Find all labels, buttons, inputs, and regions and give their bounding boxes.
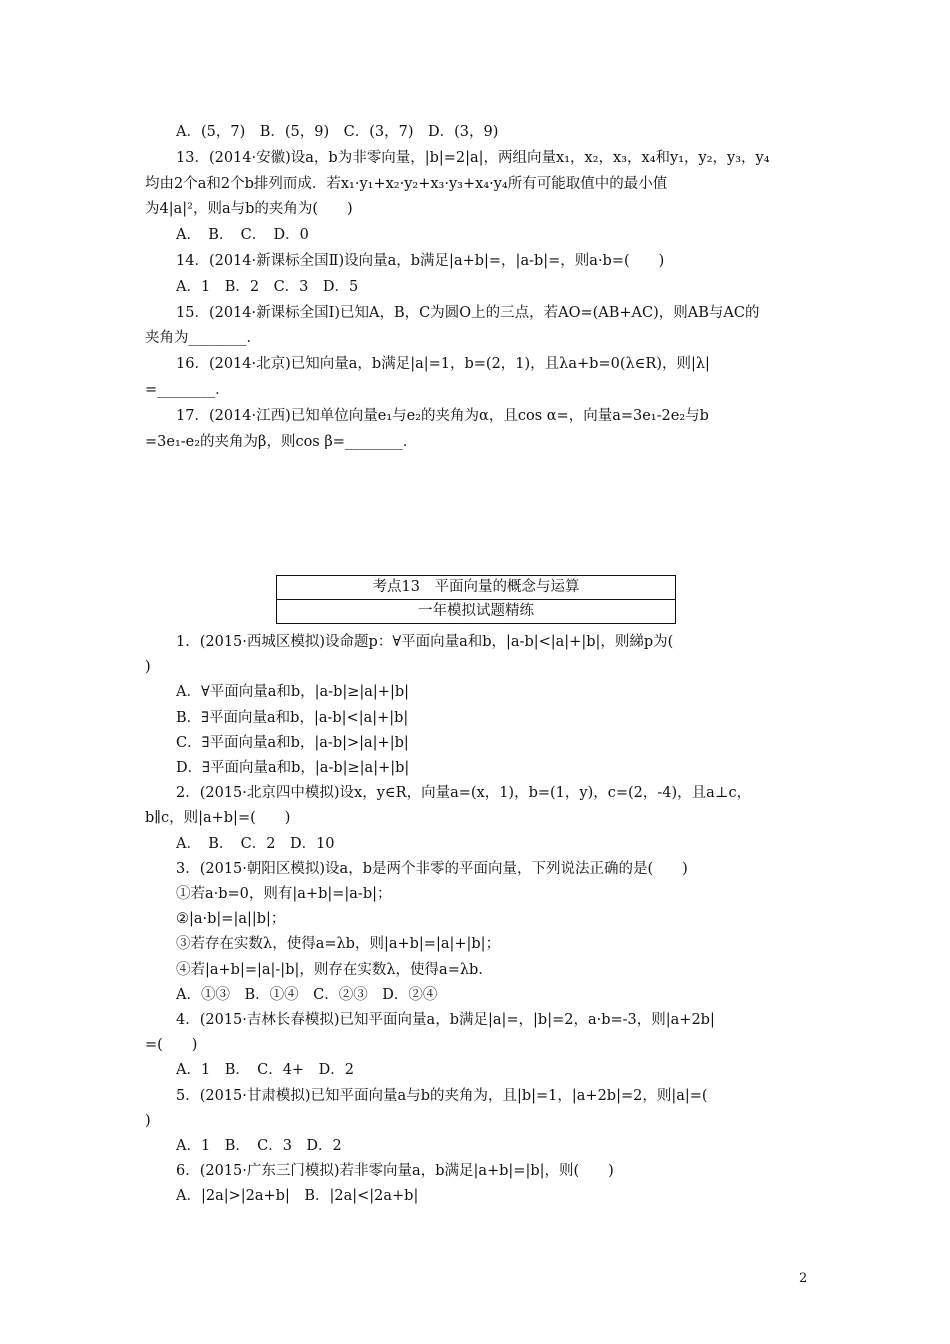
text-line: ④若|a+b|=|a|-|b|，则存在实数λ，使得a=λb． [176,961,493,978]
text-line: D．∃平面向量a和b，|a-b|≥|a|+|b| [176,760,410,776]
text-line: 3．(2015·朝阳区模拟)设a，b是两个非零的平面向量，下列说法正确的是( ) [176,860,688,877]
text-line: =( ) [145,1037,198,1054]
text-line: =3e₁-e₂的夹角为β，则cos β=________． [145,433,418,450]
section-header-box [276,575,676,624]
text-line: A． B． C． D．0 [176,227,309,244]
text-line: 17．(2014·江西)已知单位向量e₁与e₂的夹角为α，且cos α=，向量a=3e₁-2e₂与b [176,407,709,424]
text-line: A．|2a|>|2a+b| B．|2a|<|2a+b| [176,1188,419,1205]
text-line: 均由2个a和2个b排列而成．若x₁·y₁+x₂·y₂+x₃·y₃+x₄·y₄所有可能取值中的最小值 [145,175,668,192]
text-line: A． B． C．2 D．10 [176,835,335,852]
text-line: 夹角为________． [145,330,261,347]
text-line: ③若存在实数λ，使得a=λb，则|a+b|=|a|+|b|； [176,936,501,953]
text-line: =________． [145,382,230,398]
section-subtitle: 一年模拟试题精练 [277,599,675,623]
page-number: 2 [799,1271,808,1286]
text-line: 4．(2015·吉林长春模拟)已知平面向量a，b满足|a|=，|b|=2，a·b=-3，则|a+2b| [176,1012,715,1028]
text-line: 为4|a|²，则a与b的夹角为( ) [145,201,353,218]
text-line: 5．(2015·甘肃模拟)已知平面向量a与b的夹角为，且|b|=1，|a+2b|=2，则|a|=( [176,1087,708,1104]
text-line: 14．(2014·新课标全国Ⅱ)设向量a，b满足|a+b|=，|a-b|=，则a·b=( ) [176,253,665,269]
text-line: A．1 B． C．4+ D．2 [176,1062,354,1079]
text-line: C．∃平面向量a和b，|a-b|>|a|+|b| [176,734,409,751]
text-line: ②|a·b|=|a||b|； [176,911,286,928]
text-line: A．1 B． C．3 D．2 [176,1138,342,1154]
text-line: A．(5，7) B．(5，9) C．(3，7) D．(3，9) [176,124,499,140]
text-line: ) [145,1112,151,1129]
text-line: 1．(2015·西城区模拟)设命题p：∀平面向量a和b，|a-b|<|a|+|b|，则綈p为( [176,634,674,650]
text-line: b∥c，则|a+b|=( ) [145,810,291,827]
text-line: 6．(2015·广东三门模拟)若非零向量a，b满足|a+b|=|b|，则( ) [176,1163,614,1180]
text-line: B．∃平面向量a和b，|a-b|<|a|+|b| [176,709,409,726]
text-line: A．∀平面向量a和b，|a-b|≥|a|+|b| [176,684,410,701]
text-line: 13．(2014·安徽)设a，b为非零向量，|b|=2|a|，两组向量x₁，x₂，x₃，x₄和y₁，y₂，y₃，y₄ [176,149,770,166]
section-title: 考点13 平面向量的概念与运算 [372,579,580,595]
text-line: A．1 B．2 C．3 D．5 [176,278,359,295]
text-line: ) [145,659,151,676]
text-line: 2．(2015·北京四中模拟)设x，y∈R，向量a=(x，1)，b=(1，y)，c=(2，-4)，且a⊥c， [176,785,752,802]
text-line: 16．(2014·北京)已知向量a，b满足|a|=1，b=(2，1)，且λa+b=0(λ∈R)，则|λ| [176,356,710,373]
text-line: ①若a·b=0，则有|a+b|=|a-b|； [176,886,392,902]
text-line: 15．(2014·新课标全国Ⅰ)已知A，B，C为圆O上的三点，若AO=(AB+AC)，则AB与AC的 [176,304,760,321]
text-line: A．①③ B．①④ C．②③ D．②④ [176,986,438,1003]
